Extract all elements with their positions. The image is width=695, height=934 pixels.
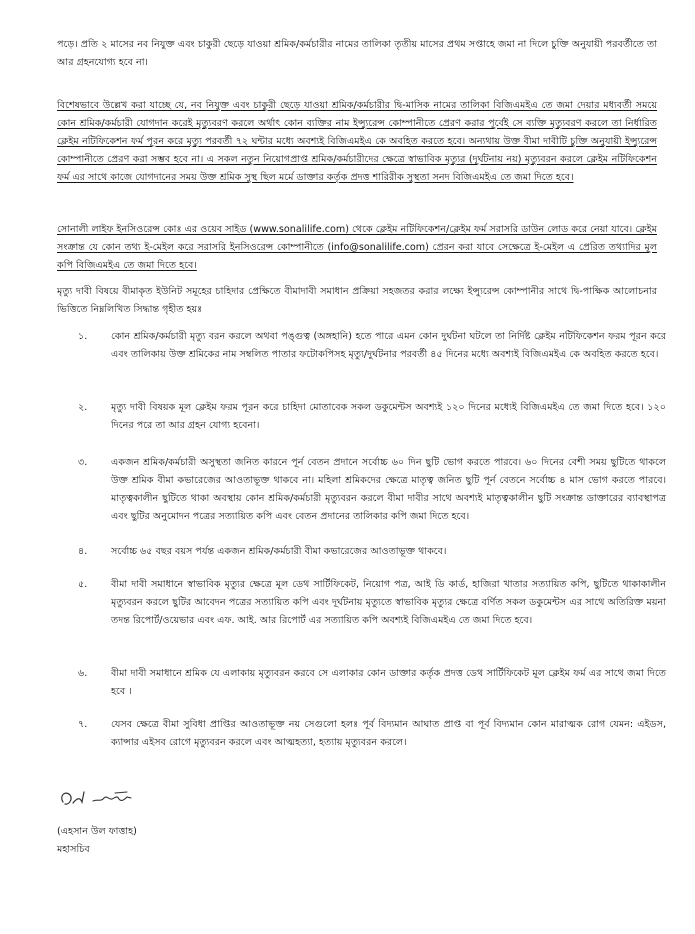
signatory-title: মহাসচিব bbox=[57, 844, 90, 855]
list-item-text: কোন শ্রমিক/কর্মচারী মৃত্যু বরন করলে অথবা পঙ্গুত্ব (অঙ্গহানি) হতে পারে এমন কোন দুর্ঘটনা ঘটলে তা নির্দিষ্ট ক্লেইম নটিফিকেশন ফরম পূরন করে এবং তালিকায় উক্ত শ্রমিকের নাম সম্বলিত পাতার ফটোকপিসহ মৃত্যু/দুর্ঘটনার পরবর্তী ৪৫ দিনের মধ্যে অবশ্যই বিজিএমইএ কে অবহিত করতে হবে। bbox=[111, 331, 666, 360]
signature-image bbox=[57, 778, 167, 818]
list-item-text: মৃত্যু দাবী বিষয়ক মূল ক্লেইম ফরম পূরন করে চাহিদা মোতাবেক সকল ডকুমেন্টস অবশ্যই ১২০ দিনের মধ্যেই বিজিএমইএ তে জমা দিতে হবে। ১২০ দিনের পরে তা আর গ্রহন যোগ্য হবেনা। bbox=[111, 402, 666, 431]
list-item-text: বীমা দাবী সমাধানে স্বাভাবিক মৃত্যুর ক্ষেত্রে মূল ডেথ সার্টিফিকেট, নিয়োগ পত্র, আই ডি কার্ড, হাজিরা খাতার সত্যায়িত কপি, ছুটিতে থাকাকালীন মৃত্যুবরন করলে ছুটির আবেদন পত্রের সত্যায়িত কপি এবং দূর্ঘটনায় মৃত্যুতে স্বাভাবিক মৃত্যুর ক্ষেত্রে বর্ণিত সকল ডকুমেন্টস এর সাথে অতিরিক্ত ময়না তদন্ত রিপোর্ট/ওয়েভার এবং এফ. আই. আর রিপোর্ট এর সত্যায়িত কপি অবশ্যই বিজিএমইএ তে জমা দিতে হবে। bbox=[111, 579, 666, 626]
list-item-number: ৩. bbox=[78, 457, 88, 468]
list-item-text: একজন শ্রমিক/কর্মচারী অসুস্থতা জনিত কারনে পূর্ন বেতন প্রদানে সর্বোচ্চ ৬০ দিন ছুটি ভোগ করতে পারবে। ৬০ দিনের বেশী সময় ছুটিতে থাকলে উক্ত শ্রমিক বীমা কভারেজের আওতাভূক্ত থাকবে না। মহিলা শ্রমিকদের ক্ষেত্রে মাতৃত্ব জনিত ছুটি পূর্ন বেতনে সর্বোচ্চ ৪ মাস ভোগ করতে পারবে। মাতৃত্বকালীন ছুটিতে থাকা অবস্থায় কোন শ্রমিক/কর্মচারী মৃত্যুবরন করলে বীমা দাবীর সাথে অবশ্যই মাতৃত্বকালীন ছুটি সংক্রান্ত ডাক্তারের ব্যাবস্থাপত্র এবং ছুটির অনুমোদন পত্রের সত্যায়িত কপি এবং বেতন প্রদানের তালিকার কপি জমা দিতে হবে। bbox=[111, 457, 666, 522]
list-item-number: ১. bbox=[78, 331, 88, 342]
list-item-text: যেসব ক্ষেত্রে বীমা সুবিধা প্রাপ্তির আওতাভূক্ত নয় সেগুলো হলঃ পূর্ব বিদ্যমান আঘাত প্রাপ্ত বা পূর্ব বিদ্যমান কোন মারাত্মক রোগ যেমন: এইডস, ক্যান্সার এইসব রোগে মৃত্যুবরন করলে এবং আত্মহত্যা, হত্যায় মৃত্যুবরন করলে। bbox=[111, 719, 666, 748]
list-item-number: ৭. bbox=[78, 719, 88, 730]
paragraph-website-info: সোনালী লাইফ ইনসিওরেন্স কোঃ এর ওয়েব সাইড (www.sonalilife.com) থেকে ক্লেইম নটিফিকেশন/ক্লেইম ফর্ম সরাসরি ডাউন লোড করে নেয়া যাবে। ক্লেইম সংক্রান্ত যে কোন তথ্য ই-মেইল করে সরাসরি ইনসিওরেন্স কোম্পানীতে (info@sonalilife.com) প্রেরন করা যাবে সেক্ষেত্রে ই-মেইল এ প্রেরিত তথ্যাদির মূল কপি বিজিএমইএ তে জমা দিতে হবে। bbox=[57, 224, 657, 271]
list-item-number: ৪. bbox=[78, 546, 88, 557]
list-item-number: ৬. bbox=[78, 668, 88, 679]
paragraph-decisions-intro: মৃত্যু দাবী বিষয়ে বীমাকৃত ইউনিট সমূহের চাহিদার প্রেক্ষিতে বীমাদাবী সমাধান প্রক্রিয়া সহজতর করার লক্ষ্যে ইন্স্যুরেন্স কোম্পানীর সাথে দ্বি-পাক্ষিক আলোচনার ভিত্তিতে নিম্নলিখিত সিদ্ধান্ত গৃহীত হয়ঃ bbox=[57, 286, 657, 315]
list-item-number: ২. bbox=[78, 402, 88, 413]
signatory-name: (এহসান উল ফাত্তাহ) bbox=[57, 826, 137, 837]
list-item-text: সর্বোচ্চ ৬৫ বছর বয়স পর্যন্ত একজন শ্রমিক/কর্মচারী বীমা কভারেজের আওতাভূক্ত থাকবে। bbox=[111, 546, 447, 557]
list-item-text: বীমা দাবী সমাধানে শ্রমিক যে এলাকায় মৃত্যুবরন করবে সে এলাকার কোন ডাক্তার কর্তৃক প্রদত্ত ডেথ সার্টিফিকেট মূল ক্লেইম ফর্ম এর সাথে জমা দিতে হবে । bbox=[111, 668, 666, 697]
paragraph-intro: পড়ে। প্রতি ২ মাসের নব নিযুক্ত এবং চাকুরী ছেড়ে যাওয়া শ্রমিক/কর্মচারীর নামের তালিকা তৃতীয় মাসের প্রথম সপ্তাহে জমা না দিলে চুক্তি অনুযায়ী পরবর্তীতে তা আর গ্রহনযোগ্য হবে না। bbox=[57, 39, 657, 68]
list-item-number: ৫. bbox=[78, 579, 88, 590]
paragraph-special-note: বিশেষভাবে উল্লেখ করা যাচ্ছে যে, নব নিযুক্ত এবং চাকুরী ছেড়ে যাওয়া শ্রমিক/কর্মচারীর দ্বি-মাসিক নামের তালিকা বিজিএমইএ তে জমা দেয়ার মধ্যবর্তী সময়ে কোন শ্রমিক/কর্মচারী যোগদান করেই মৃত্যুবরণ করলে অর্থাৎ কোন ব্যক্তির নাম ইন্স্যুরেন্স কোম্পানীতে প্রেরণ করার পূর্বেই সে ব্যক্তি মৃত্যুবরণ করলে তা নির্ধারিত ক্লেইম নটিফিকেশন ফর্ম পূরন করে মৃত্যু পরবর্তী ৭২ ঘন্টার মধ্যে অবশ্যই বিজিএমইএ কে অবহিত করতে হবে। অন্যথায় উক্ত বীমা দাবীটি চুক্তি অনুযায়ী ইন্স্যুরেন্স কোম্পানীতে প্রেরণ করা সম্ভব হবে না। এ সকল নতুন নিয়োগপ্রাপ্ত শ্রমিক/কর্মচারীদের ক্ষেত্রে স্বাভাবিক মৃত্যুর (দূর্ঘটনায় নয়) মৃত্যুবরন করলে ক্লেইম নটিফিকেশন ফর্ম এর সাথে কাজে যোগদানের সময় উক্ত শ্রমিক সুস্থ ছিল মর্মে ডাক্তার কর্তৃক প্রদত্ত শারিরীক সুস্থতা সনদ বিজিএমইএ তে জমা দিতে হবে। bbox=[57, 100, 657, 183]
